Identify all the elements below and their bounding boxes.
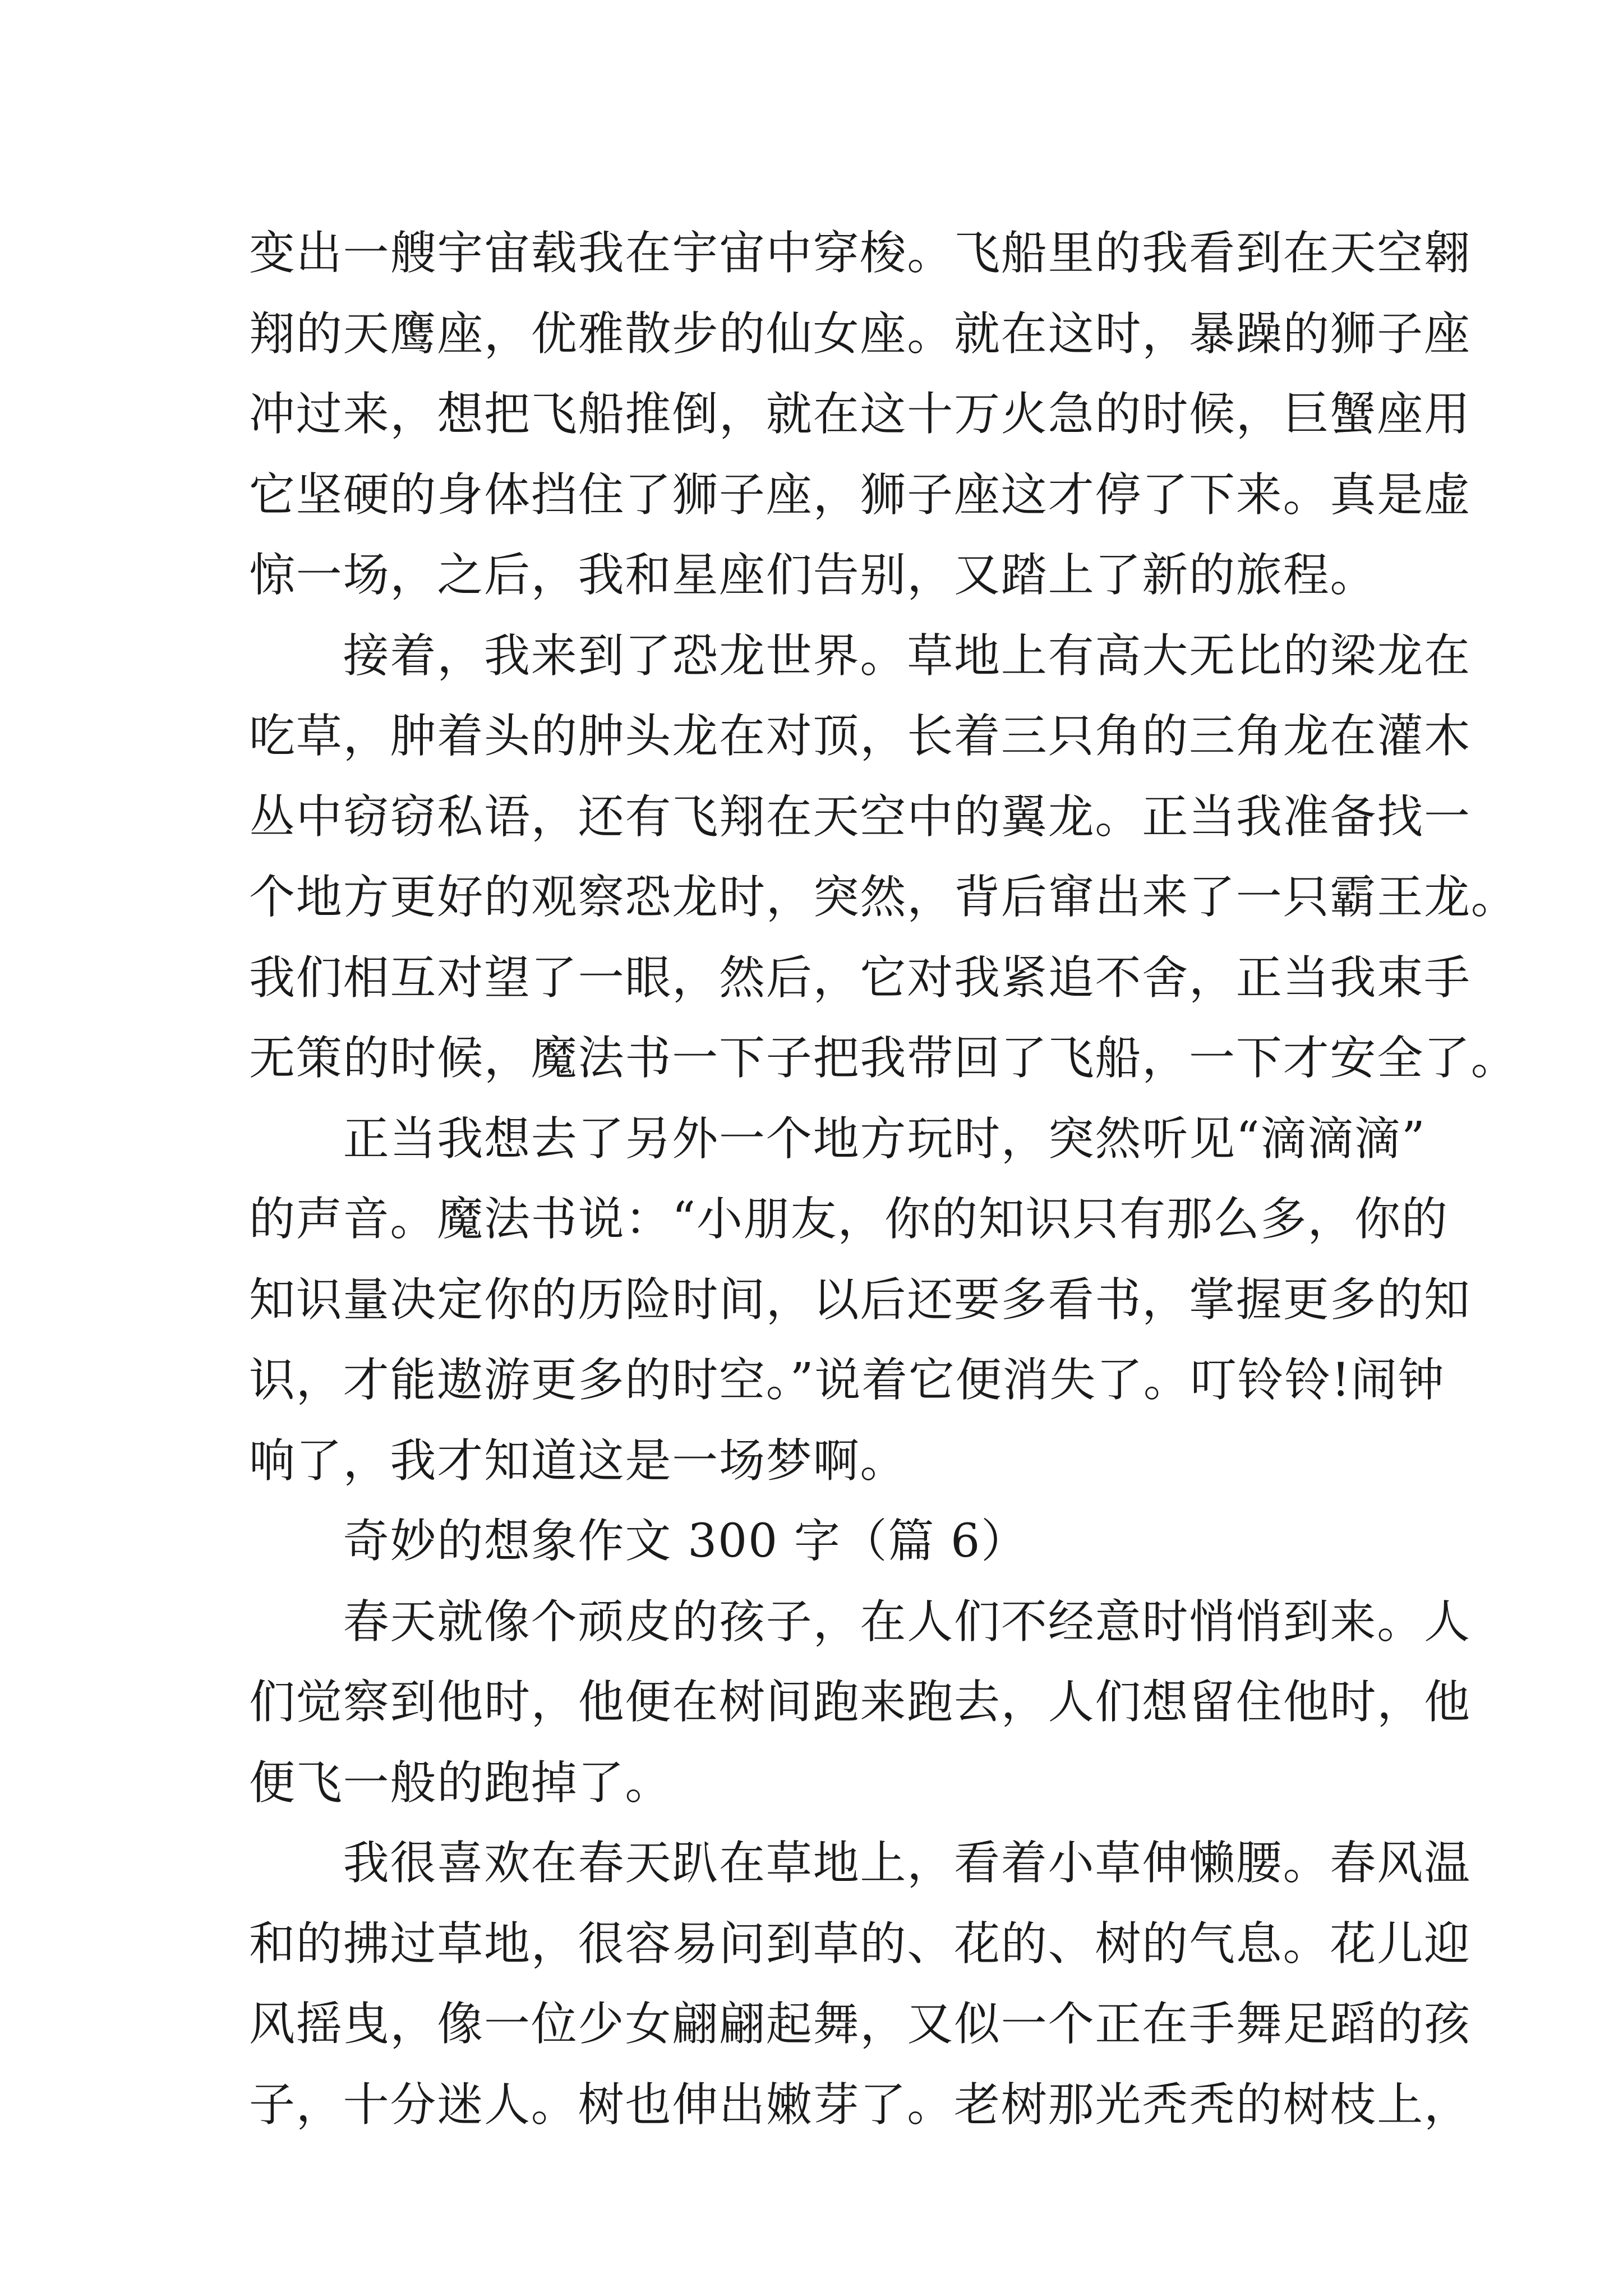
text-line: 我们相互对望了一眼，然后，它对我紧追不舍，正当我束手 xyxy=(249,951,1471,1005)
text-line: 无策的时候，魔法书一下子把我带回了飞船，一下才安全了。 xyxy=(249,1032,1518,1085)
text-line: 接着，我来到了恐龙世界。草地上有高大无比的梁龙在 xyxy=(249,629,1471,683)
text-line: 们觉察到他时，他便在树间跑来跑去，人们想留住他时，他 xyxy=(249,1676,1471,1729)
text-line: 变出一艘宇宙载我在宇宙中穿梭。飞船里的我看到在天空翱 xyxy=(249,227,1471,280)
text-line: 便飞一般的跑掉了。 xyxy=(249,1756,672,1810)
text-line: 春天就像个顽皮的孩子，在人们不经意时悄悄到来。人 xyxy=(249,1595,1471,1649)
text-line: 吃草，肿着头的肿头龙在对顶，长着三只角的三角龙在灌木 xyxy=(249,710,1471,763)
text-line: 它坚硬的身体挡住了狮子座，狮子座这才停了下来。真是虚 xyxy=(249,468,1471,522)
text-line: 个地方更好的观察恐龙时，突然，背后窜出来了一只霸王龙。 xyxy=(249,871,1518,924)
text-line: 冲过来，想把飞船推倒，就在这十万火急的时候，巨蟹座用 xyxy=(249,388,1471,441)
text-line: 识，才能遨游更多的时空。”说着它便消失了。叮铃铃!闹钟 xyxy=(249,1354,1445,1407)
document-body xyxy=(249,213,1518,2145)
text-line: 翔的天鹰座，优雅散步的仙女座。就在这时，暴躁的狮子座 xyxy=(249,307,1471,361)
section-heading: 奇妙的想象作文 300 字（篇 6） xyxy=(249,1515,1028,1568)
text-line: 子，十分迷人。树也伸出嫩芽了。老树那光秃秃的树枝上， xyxy=(249,2078,1471,2132)
text-line: 和的拂过草地，很容易问到草的、花的、树的气息。花儿迎 xyxy=(249,1917,1471,1971)
text-line: 惊一场，之后，我和星座们告别，又踏上了新的旅程。 xyxy=(249,549,1377,602)
text-line: 的声音。魔法书说：“小朋友，你的知识只有那么多，你的 xyxy=(249,1193,1449,1246)
text-line: 正当我想去了另外一个地方玩时，突然听见“滴滴滴” xyxy=(249,1112,1426,1166)
text-line: 响了，我才知道这是一场梦啊。 xyxy=(249,1434,907,1488)
text-line: 风摇曳，像一位少女翩翩起舞，又似一个正在手舞足蹈的孩 xyxy=(249,1998,1471,2051)
text-line: 丛中窃窃私语，还有飞翔在天空中的翼龙。正当我准备找一 xyxy=(249,790,1471,844)
text-line: 我很喜欢在春天趴在草地上，看着小草伸懒腰。春风温 xyxy=(249,1837,1471,1890)
text-line: 知识量决定你的历险时间，以后还要多看书，掌握更多的知 xyxy=(249,1273,1471,1327)
